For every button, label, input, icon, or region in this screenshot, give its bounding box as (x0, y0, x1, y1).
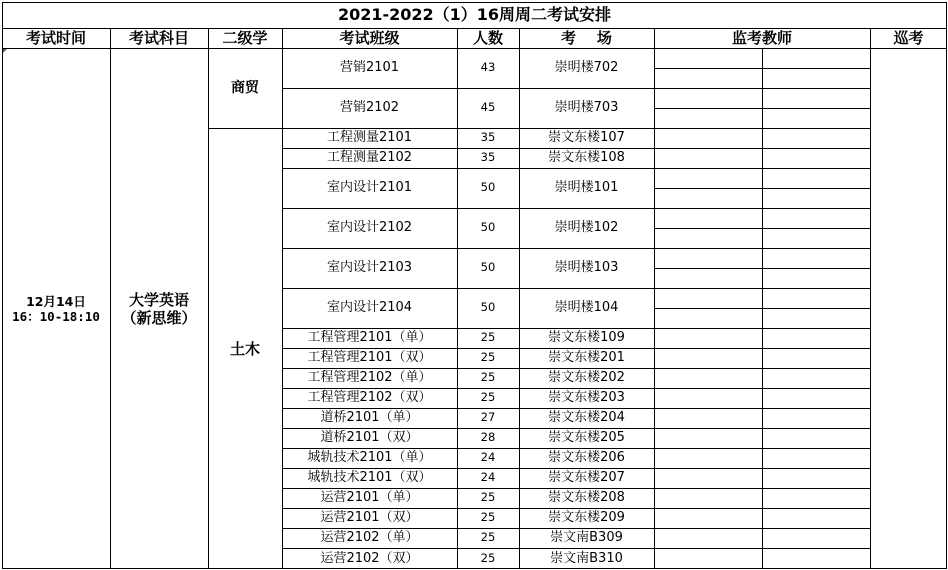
row-student-count: 50 (480, 300, 496, 315)
row-exam-room: 崇文东楼109 (548, 330, 625, 346)
row-student-count: 25 (480, 330, 496, 345)
row-student-count: 50 (480, 220, 496, 235)
row-exam-room: 崇文东楼205 (548, 430, 625, 446)
grid-line (654, 468, 870, 469)
row-student-count: 50 (480, 260, 496, 275)
row-class-name: 工程测量2101 (326, 130, 413, 146)
grid-line (282, 428, 654, 429)
row-student-count: 35 (480, 150, 496, 165)
row-exam-room: 崇文南B309 (550, 530, 623, 546)
grid-line (282, 128, 654, 129)
grid-line (282, 468, 654, 469)
row-exam-room: 崇文东楼208 (548, 490, 625, 506)
row-student-count: 25 (480, 550, 496, 565)
grid-line (654, 168, 870, 169)
row-exam-room: 崇明楼102 (554, 220, 619, 236)
subject-cell (110, 48, 208, 569)
schedule-title: 2021-2022（1）16周周二考试安排 (337, 5, 612, 25)
row-student-count: 25 (480, 530, 496, 545)
row-exam-room: 崇明楼703 (554, 100, 619, 116)
grid-line (110, 28, 111, 569)
row-class-name: 运营2101（双） (320, 510, 419, 526)
college-shangmao: 商贸 (231, 79, 259, 96)
grid-line (654, 548, 870, 549)
grid-line (870, 28, 871, 569)
row-exam-room: 崇文东楼107 (548, 130, 625, 146)
exam-date: 12月14日 (26, 293, 86, 309)
header-subject: 考试科目 (128, 29, 189, 47)
header-class: 考试班级 (339, 29, 400, 47)
row-class-name: 城轨技术2101（双） (307, 470, 432, 486)
row-class-name: 运营2102（单） (320, 530, 419, 546)
grid-line (654, 448, 870, 449)
grid-line (654, 288, 870, 289)
row-student-count: 24 (480, 470, 496, 485)
row-class-name: 工程测量2102 (326, 150, 413, 166)
row-class-name: 工程管理2102（单） (307, 370, 432, 386)
row-student-count: 25 (480, 390, 496, 405)
row-class-name: 营销2101 (339, 60, 400, 76)
row-exam-room: 崇明楼101 (554, 180, 619, 196)
grid-line (282, 248, 654, 249)
grid-line (282, 328, 654, 329)
row-class-name: 营销2102 (339, 100, 400, 116)
grid-line (282, 508, 654, 509)
grid-line (654, 228, 870, 229)
grid-line (282, 88, 654, 89)
row-exam-room: 崇文东楼209 (548, 510, 625, 526)
grid-line (282, 528, 654, 529)
row-class-name: 运营2102（双） (320, 550, 419, 566)
grid-line (654, 188, 870, 189)
row-exam-room: 崇文东楼204 (548, 410, 625, 426)
exam-schedule-sheet (2, 2, 947, 569)
row-class-name: 室内设计2101 (326, 180, 413, 196)
grid-line (282, 208, 654, 209)
row-exam-room: 崇文南B310 (550, 550, 623, 566)
row-student-count: 25 (480, 510, 496, 525)
row-class-name: 城轨技术2101（单） (307, 450, 432, 466)
grid-line (282, 548, 654, 549)
row-student-count: 27 (480, 410, 496, 425)
row-class-name: 工程管理2101（单） (307, 330, 432, 346)
grid-line (654, 528, 870, 529)
grid-line (654, 508, 870, 509)
row-class-name: 道桥2101（双） (320, 430, 419, 446)
row-student-count: 25 (480, 490, 496, 505)
grid-line (654, 248, 870, 249)
grid-line (654, 488, 870, 489)
grid-line (654, 408, 870, 409)
grid-line (282, 168, 654, 169)
grid-line (654, 348, 870, 349)
grid-line (282, 448, 654, 449)
row-student-count: 24 (480, 450, 496, 465)
row-class-name: 运营2101（单） (320, 490, 419, 506)
header-exam-time: 考试时间 (25, 29, 86, 47)
subject-edition: （新思维） (121, 308, 197, 327)
grid-line (282, 488, 654, 489)
grid-line (654, 128, 870, 129)
grid-line (654, 428, 870, 429)
grid-line (282, 148, 654, 149)
row-class-name: 室内设计2103 (326, 260, 413, 276)
grid-line (282, 368, 654, 369)
row-class-name: 室内设计2104 (326, 300, 413, 316)
grid-line (282, 288, 654, 289)
exam-hours: 16：10-18:10 (12, 308, 100, 324)
row-class-name: 工程管理2101（双） (307, 350, 432, 366)
grid-line (654, 388, 870, 389)
row-student-count: 43 (480, 60, 496, 75)
grid-line (946, 2, 947, 569)
grid-line (654, 328, 870, 329)
row-student-count: 28 (480, 430, 496, 445)
row-exam-room: 崇文东楼203 (548, 390, 625, 406)
grid-line (282, 388, 654, 389)
grid-line (2, 568, 947, 569)
grid-line (2, 28, 947, 29)
grid-line (654, 308, 870, 309)
grid-line (654, 208, 870, 209)
header-college: 二级学 (222, 29, 268, 47)
header-count: 人数 (472, 29, 503, 47)
row-exam-room: 崇文东楼206 (548, 450, 625, 466)
header-room: 考 场 (561, 29, 612, 47)
subject-name: 大学英语 (128, 290, 189, 309)
row-class-name: 工程管理2102（双） (307, 390, 432, 406)
row-exam-room: 崇文东楼202 (548, 370, 625, 386)
row-exam-room: 崇明楼104 (554, 300, 619, 316)
grid-line (282, 408, 654, 409)
row-student-count: 35 (480, 130, 496, 145)
row-student-count: 25 (480, 370, 496, 385)
grid-line (654, 108, 870, 109)
row-class-name: 室内设计2102 (326, 220, 413, 236)
row-exam-room: 崇文东楼108 (548, 150, 625, 166)
row-student-count: 45 (480, 100, 496, 115)
row-class-name: 道桥2101（单） (320, 410, 419, 426)
header-teacher: 监考教师 (731, 29, 792, 47)
grid-line (282, 348, 654, 349)
row-exam-room: 崇文东楼201 (548, 350, 625, 366)
grid-line (654, 368, 870, 369)
row-student-count: 50 (480, 180, 496, 195)
grid-line (208, 28, 209, 569)
exam-time-cell (2, 48, 110, 569)
row-exam-room: 崇文东楼207 (548, 470, 625, 486)
grid-line (2, 48, 947, 49)
grid-line (654, 88, 870, 89)
college-tumu: 土木 (229, 339, 260, 358)
row-exam-room: 崇明楼103 (554, 260, 619, 276)
grid-line (2, 2, 3, 569)
grid-line (654, 148, 870, 149)
grid-line (654, 268, 870, 269)
grid-line (2, 2, 947, 3)
row-exam-room: 崇明楼702 (554, 60, 619, 76)
grid-line (654, 68, 870, 69)
row-student-count: 25 (480, 350, 496, 365)
header-patrol: 巡考 (893, 29, 924, 47)
